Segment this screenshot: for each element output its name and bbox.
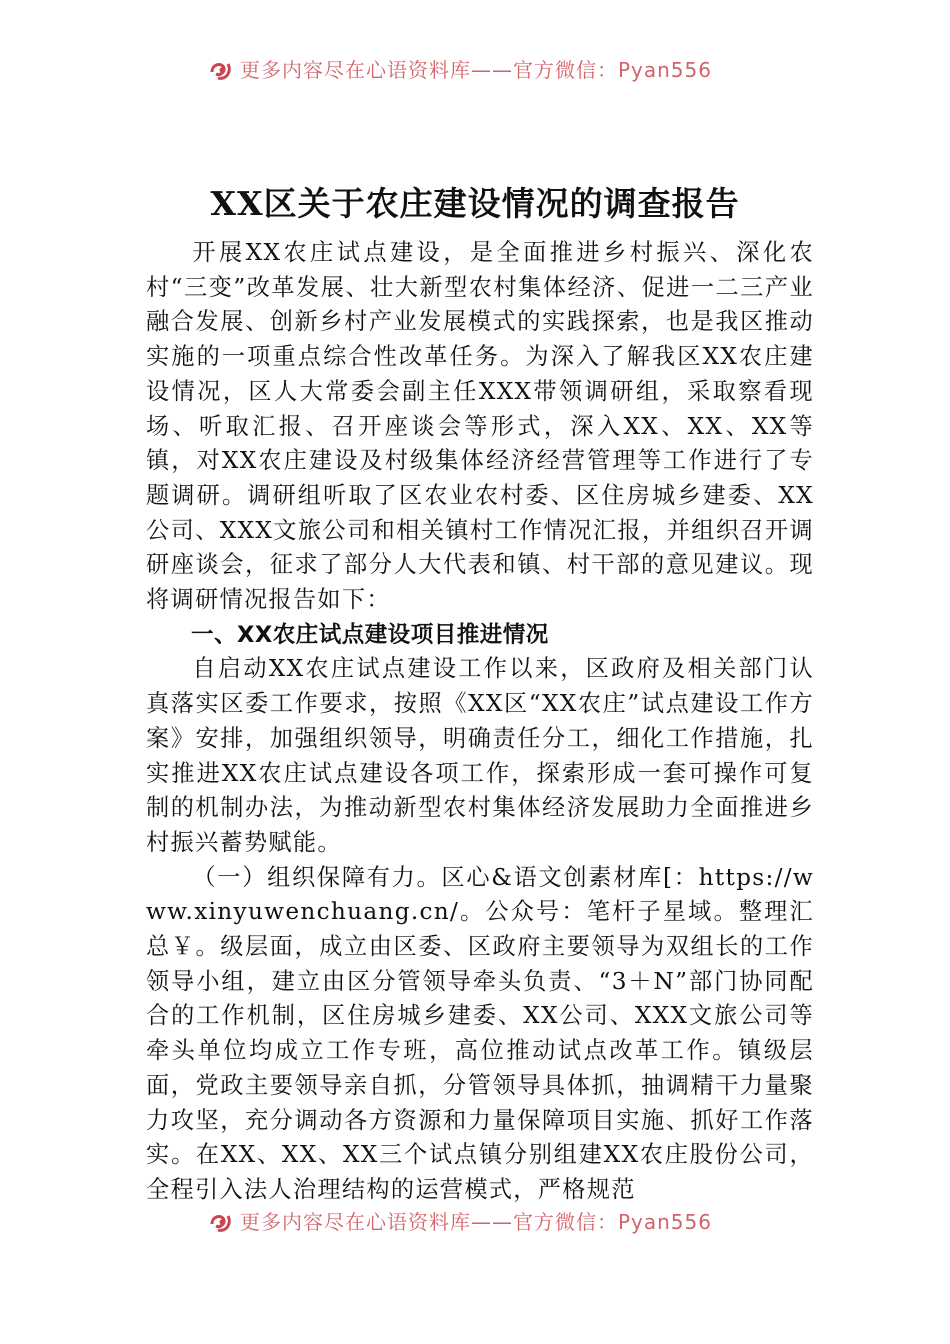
subsection-text-rest: 。公众号：笔杆子星域。整理汇总￥。级层面，成立由区委、区政府主要领导为双组长的工作领导小组，建立由区分管领导牵头负责、“3＋N”部门协同配合的工作机制，区住房城乡建委、XX公司、XXX文旅公司等牵头单位均成立工作专班，高位推动试点改革工作。镇级层面，党政主要领导亲自抓，分管领导具体抓，抽调精干力量聚力攻坚，充分调动各方资源和力量保障项目实施、抓好工作落实。在XX、XX、XX三个试点镇分别组建XX农庄股份公司，全程引入法人治理结构的运营模式，严格规范 — [146, 898, 814, 1203]
footer-watermark — [0, 1206, 950, 1238]
logo-icon — [208, 56, 234, 82]
document-body — [146, 236, 814, 1208]
section-heading: 一、XX农庄试点建设项目推进情况 — [191, 621, 549, 648]
header-watermark — [0, 54, 950, 86]
website-link[interactable]: www.xinyuwenchuang.cn/ — [146, 863, 814, 926]
document-title: XX区关于农庄建设情况的调查报告 — [210, 184, 740, 223]
intro-paragraph: 开展XX农庄试点建设，是全面推进乡村振兴、深化农村“三变”改革发展、壮大新型农村集体经济、促进一二三产业融合发展、创新乡村产业发展模式的实践探索，也是我区推动实施的一项重点综合性改革任务。为深入了解我区XX农庄建设情况，区人大常委会副主任XXX带领调研组，采取察看现场、听取汇报、召开座谈会等形式，深入XX、XX、XX等镇，对XX农庄建设及村级集体经济经营管理等工作进行了专题调研。调研组听取了区农业农村委、区住房城乡建委、XX公司、XXX文旅公司和相关镇村工作情况汇报，并组织召开调研座谈会，征求了部分人大代表和镇、村干部的意见建议。现将调研情况报告如下： — [146, 239, 814, 614]
watermark-text: 更多内容尽在心语资料库——官方微信：Pyan556 — [239, 58, 712, 82]
subsection-text-start: （一）组织保障有力。区心&语文创素材库[：https:// — [192, 863, 793, 891]
section-paragraph: 自启动XX农庄试点建设工作以来，区政府及相关部门认真落实区委工作要求，按照《XX区“XX农庄”试点建设工作方案》安排，加强组织领导，明确责任分工，细化工作措施，扎实推进XX农庄试点建设各项工作，探索形成一套可操作可复制的机制办法，为推动新型农村集体经济发展助力全面推进乡村振兴蓄势赋能。 — [146, 655, 814, 856]
subsection-paragraph — [146, 861, 814, 1208]
logo-icon — [208, 1208, 234, 1234]
watermark-text: 更多内容尽在心语资料库——官方微信：Pyan556 — [239, 1210, 712, 1234]
